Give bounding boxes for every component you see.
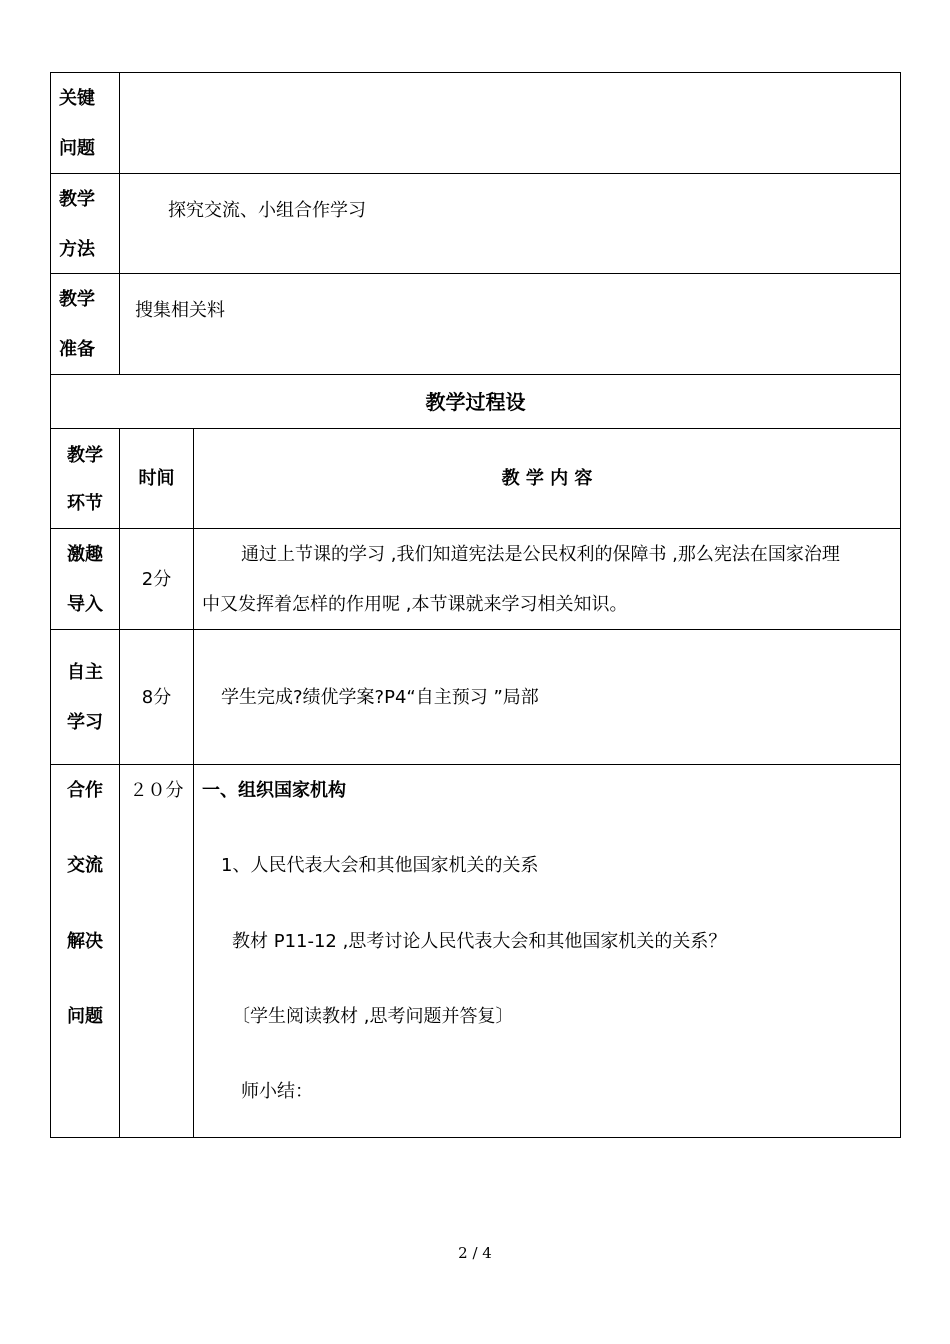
page-number: 2 / 4 [458,1244,492,1262]
stage-cell [51,765,119,1137]
time-text: 2分 [141,569,172,590]
label-cell [51,274,119,374]
content-line: 教材 P11-12 ,思考讨论人民代表大会和其他国家机关的关系？ [232,931,727,952]
stage-line: 解决 [67,931,103,952]
time-cell [119,529,193,629]
row-cooperate [50,764,901,1138]
label-line: 教学 [59,289,95,310]
lesson-plan-table [50,72,901,1138]
time-text: ２０分 [129,780,184,801]
content-cell [119,174,900,273]
header-stage-line: 教学 [67,445,103,466]
content-cell [119,274,900,374]
process-title: 教学过程设 [425,390,526,414]
stage-line: 学习 [67,712,103,733]
intro-line-2: 中又发挥着怎样的作用呢 ,本节课就来学习相关知识。 [202,594,628,615]
prep-text: 搜集相关料 [135,300,225,321]
header-stage-line: 环节 [67,493,103,514]
label-line: 问题 [59,138,95,159]
label-line: 教学 [59,189,95,210]
self-study-text: 学生完成?绩优学案?P4“自主预习 ”局部 [221,687,539,708]
stage-line: 问题 [67,1006,103,1027]
header-content-text: 教 学 内 容 [501,468,593,489]
stage-cell [51,529,119,629]
header-stage [51,429,119,528]
method-text: 探究交流、小组合作学习 [168,200,366,221]
header-time [119,429,193,528]
content-cell [193,765,900,1137]
stage-line: 导入 [67,594,103,615]
label-line: 方法 [59,239,95,260]
section-heading: 一、组织国家机构 [202,780,346,801]
content-cell [193,630,900,764]
row-method [50,173,901,273]
intro-line-1: 通过上节课的学习 ,我们知道宪法是公民权利的保障书 ,那么宪法在国家治理 [241,544,840,565]
subsection-title: 1、人民代表大会和其他国家机关的关系 [221,855,539,876]
header-content [193,429,900,528]
label-cell [51,174,119,273]
time-cell [119,765,193,1137]
label-line: 关键 [59,88,95,109]
stage-line: 合作 [67,780,103,801]
content-cell [193,529,900,629]
stage-cell [51,630,119,764]
content-line: 师小结： [241,1081,313,1102]
row-headers [50,428,901,528]
content-cell [119,73,900,173]
row-prep [50,273,901,374]
stage-line: 激趣 [67,544,103,565]
row-process-title [50,374,901,428]
time-cell [119,630,193,764]
stage-line: 交流 [67,855,103,876]
time-text: 8分 [141,687,172,708]
content-line: 〔学生阅读教材 ,思考问题并答复〕 [232,1006,514,1027]
label-cell [51,73,119,173]
row-intro [50,528,901,629]
row-key-question [50,72,901,173]
label-line: 准备 [59,339,95,360]
header-time-text: 时间 [138,468,175,489]
stage-line: 自主 [67,662,103,683]
row-self-study [50,629,901,764]
